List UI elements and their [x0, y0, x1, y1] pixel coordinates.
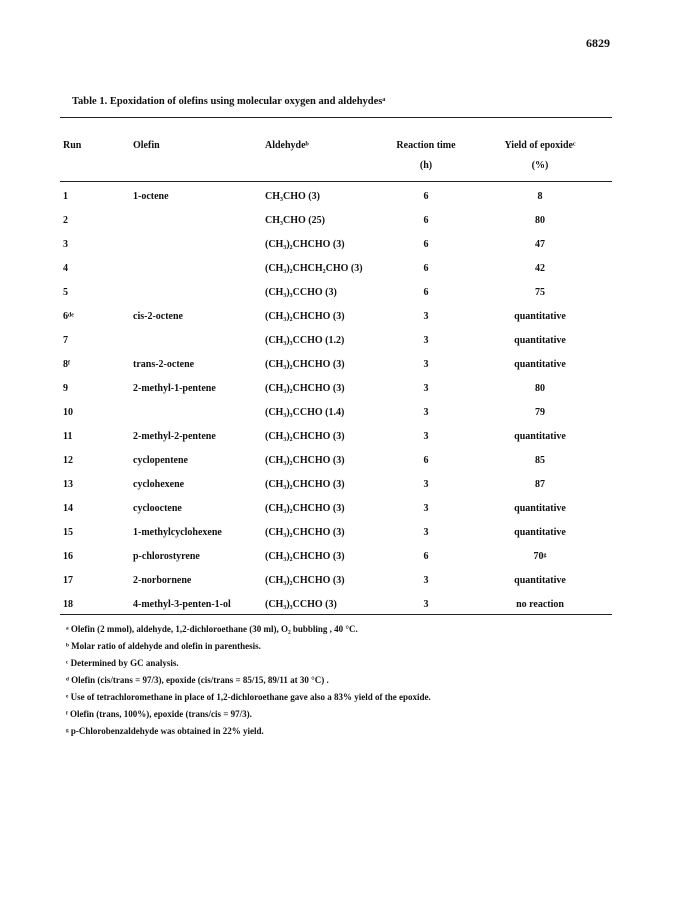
cell-run: 3: [63, 239, 68, 250]
cell-olefin: 2-methyl-2-pentene: [133, 431, 216, 442]
table-row: [60, 404, 612, 428]
cell-yield: quantitative: [514, 503, 566, 514]
table-row: [60, 476, 612, 500]
table-bottom-rule: [60, 614, 612, 615]
cell-yield: 79: [535, 407, 545, 418]
footnote: ᵃ Olefin (2 mmol), aldehyde, 1,2-dichloroethane (30 ml), O₂ bubbling , 40 °C.: [66, 624, 358, 634]
cell-aldehyde: (CH₃)₂CHCHO (3): [265, 431, 345, 442]
header-yield: Yield of epoxideᶜ: [504, 140, 576, 151]
cell-reaction-time: 3: [423, 311, 429, 322]
cell-yield: 8: [537, 191, 543, 202]
table-row: [60, 212, 612, 236]
cell-yield: 80: [535, 383, 545, 394]
cell-olefin: cyclohexene: [133, 479, 185, 490]
table-header-row: [60, 140, 612, 156]
table-row: [60, 572, 612, 596]
cell-yield: quantitative: [514, 335, 566, 346]
table-row: [60, 356, 612, 380]
table-header-rule: [60, 181, 612, 182]
cell-aldehyde: (CH₃)₃CCHO (3): [265, 599, 337, 610]
table-top-rule: [60, 117, 612, 118]
table-row: [60, 260, 612, 284]
table-body: [60, 188, 612, 620]
cell-reaction-time: 3: [423, 575, 429, 586]
cell-olefin: p-chlorostyrene: [133, 551, 200, 562]
table-row: [60, 308, 612, 332]
header-yield-unit: (%): [531, 160, 549, 171]
cell-run: 5: [63, 287, 68, 298]
table-row: [60, 548, 612, 572]
cell-yield: quantitative: [514, 575, 566, 586]
footnote: ᶜ Determined by GC analysis.: [66, 658, 179, 668]
cell-reaction-time: 6: [423, 239, 429, 250]
cell-yield: 80: [535, 215, 545, 226]
cell-yield: 47: [535, 239, 545, 250]
cell-reaction-time: 6: [423, 191, 429, 202]
table-row: [60, 524, 612, 548]
cell-olefin: 1-methylcyclohexene: [133, 527, 222, 538]
table-row: [60, 452, 612, 476]
cell-aldehyde: (CH₃)₃CCHO (1.2): [265, 335, 345, 346]
cell-run: 8ᶠ: [63, 359, 70, 370]
cell-olefin: 2-methyl-1-pentene: [133, 383, 216, 394]
footnote: ᵇ Molar ratio of aldehyde and olefin in parenthesis.: [66, 641, 261, 651]
footnote: ᵈ Olefin (cis/trans = 97/3), epoxide (cis/trans = 85/15, 89/11 at 30 °C) .: [66, 675, 329, 685]
table-row: [60, 500, 612, 524]
cell-yield: 70ᵍ: [533, 551, 547, 562]
cell-reaction-time: 6: [423, 455, 429, 466]
table-header-units-row: [60, 160, 612, 176]
cell-reaction-time: 3: [423, 503, 429, 514]
cell-yield: quantitative: [514, 311, 566, 322]
table-row: [60, 236, 612, 260]
cell-run: 15: [63, 527, 73, 538]
table-row: [60, 188, 612, 212]
cell-yield: 85: [535, 455, 545, 466]
cell-reaction-time: 3: [423, 335, 429, 346]
cell-olefin: trans-2-octene: [133, 359, 195, 370]
cell-yield: quantitative: [514, 359, 566, 370]
cell-reaction-time: 3: [423, 479, 429, 490]
cell-run: 17: [63, 575, 73, 586]
cell-reaction-time: 6: [423, 287, 429, 298]
cell-yield: no reaction: [516, 599, 564, 610]
cell-aldehyde: (CH₃)₂CHCHO (3): [265, 455, 345, 466]
cell-olefin: 1-octene: [133, 191, 169, 202]
cell-run: 18: [63, 599, 73, 610]
cell-aldehyde: (CH₃)₂CHCHO (3): [265, 527, 345, 538]
table-row: [60, 380, 612, 404]
cell-reaction-time: 6: [423, 263, 429, 274]
cell-aldehyde: (CH₃)₂CHCHO (3): [265, 551, 345, 562]
cell-aldehyde: CH₃CHO (3): [265, 191, 320, 202]
cell-run: 13: [63, 479, 73, 490]
cell-aldehyde: CH₃CHO (25): [265, 215, 325, 226]
cell-reaction-time: 3: [423, 359, 429, 370]
cell-olefin: 2-norbornene: [133, 575, 192, 586]
cell-aldehyde: (CH₃)₃CCHO (3): [265, 287, 337, 298]
cell-yield: 42: [535, 263, 545, 274]
footnote: ᶠ Olefin (trans, 100%), epoxide (trans/cis = 97/3).: [66, 709, 252, 719]
cell-reaction-time: 3: [423, 599, 429, 610]
table-row: [60, 284, 612, 308]
cell-aldehyde: (CH₃)₂CHCHO (3): [265, 239, 345, 250]
cell-reaction-time: 6: [423, 551, 429, 562]
cell-run: 7: [63, 335, 68, 346]
cell-reaction-time: 3: [423, 431, 429, 442]
cell-aldehyde: (CH₃)₂CHCHO (3): [265, 359, 345, 370]
cell-aldehyde: (CH₃)₂CHCHO (3): [265, 311, 345, 322]
cell-reaction-time: 3: [423, 527, 429, 538]
cell-reaction-time: 6: [423, 215, 429, 226]
cell-run: 2: [63, 215, 68, 226]
cell-run: 11: [63, 431, 73, 442]
cell-reaction-time: 3: [423, 407, 429, 418]
cell-run: 16: [63, 551, 73, 562]
cell-aldehyde: (CH₃)₂CHCHO (3): [265, 503, 345, 514]
cell-run: 10: [63, 407, 73, 418]
cell-run: 12: [63, 455, 73, 466]
cell-yield: quantitative: [514, 431, 566, 442]
cell-olefin: 4-methyl-3-penten-1-ol: [133, 599, 231, 610]
header-olefin: Olefin: [133, 140, 160, 151]
cell-run: 9: [63, 383, 68, 394]
page-number: 6829: [586, 36, 610, 50]
cell-yield: quantitative: [514, 527, 566, 538]
footnotes: [66, 624, 606, 743]
table-row: [60, 332, 612, 356]
cell-run: 1: [63, 191, 68, 202]
header-reaction-time: Reaction time: [396, 140, 456, 151]
cell-aldehyde: (CH₃)₂CHCH₂CHO (3): [265, 263, 363, 274]
header-run: Run: [63, 140, 82, 151]
cell-yield: 75: [535, 287, 545, 298]
cell-run: 6ᵈᵉ: [63, 311, 74, 322]
cell-run: 4: [63, 263, 68, 274]
footnote: ᵉ Use of tetrachloromethane in place of 1,2-dichloroethane gave also a 83% yield of the epoxide.: [66, 692, 431, 702]
cell-aldehyde: (CH₃)₂CHCHO (3): [265, 383, 345, 394]
cell-aldehyde: (CH₃)₂CHCHO (3): [265, 479, 345, 490]
table-title: Table 1. Epoxidation of olefins using molecular oxygen and aldehydesᵃ: [72, 96, 386, 107]
cell-olefin: cis-2-octene: [133, 311, 183, 322]
cell-olefin: cyclopentene: [133, 455, 188, 466]
header-aldehyde: Aldehydeᵇ: [265, 140, 309, 151]
footnote: ᵍ p-Chlorobenzaldehyde was obtained in 22% yield.: [66, 726, 264, 736]
cell-run: 14: [63, 503, 73, 514]
cell-yield: 87: [535, 479, 545, 490]
cell-olefin: cyclooctene: [133, 503, 182, 514]
cell-aldehyde: (CH₃)₂CHCHO (3): [265, 575, 345, 586]
cell-reaction-time: 3: [423, 383, 429, 394]
cell-aldehyde: (CH₃)₃CCHO (1.4): [265, 407, 345, 418]
header-reaction-time-unit: (h): [419, 160, 433, 171]
table-row: [60, 596, 612, 620]
table-row: [60, 428, 612, 452]
